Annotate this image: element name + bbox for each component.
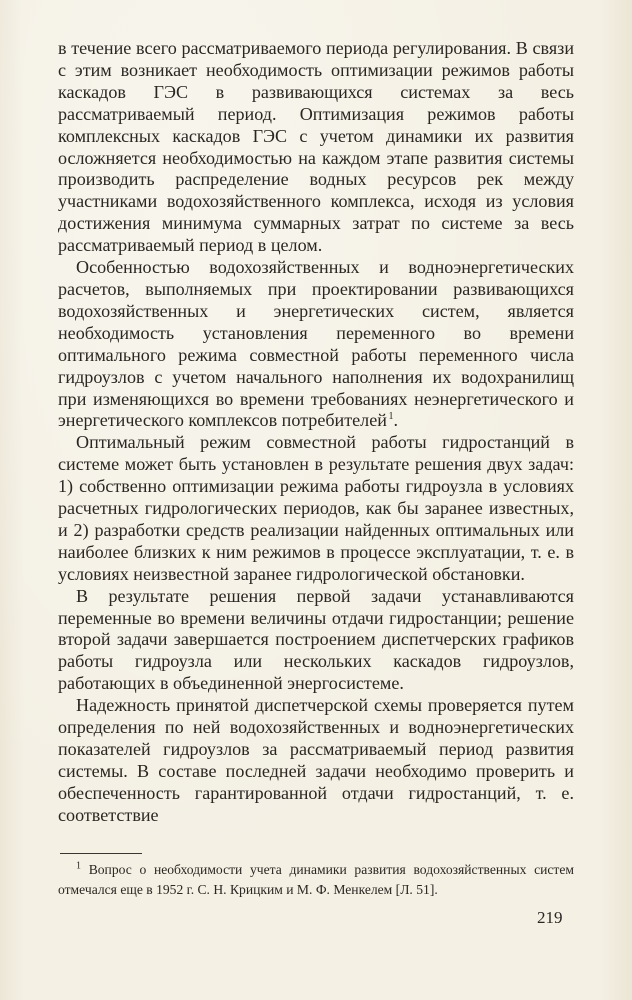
footnote-marker: 1 [76,860,81,872]
page-number: 219 [537,908,563,927]
paragraph-4: В результате решения первой задачи устанавливаются переменные во времени величины отдачи гидростанции; решение второй задачи завершается построением диспетчерских графиков работы гидроузла или нескольких каскадов гидроузлов, работающих в объединенной энергосистеме. [58,585,574,694]
paragraph-5: Надежность принятой диспетчерской схемы проверяется путем определения по ней водохозяйственных и водноэнергетических показателей гидроузлов за рассматриваемый период развития системы. В составе последней задачи необходимо проверить и обеспеченность гарантированной отдачи гидростанций, т. е. соответствие [58,695,574,825]
paragraph-3: Оптимальный режим совместной работы гидростанций в системе может быть установлен в результате решения двух задач: 1) собственно оптимизации режима работы гидроузла в условиях расчетных гидрологических периодов, как бы заранее известных, и 2) разработки средств реализации найденных оптимальных или наиболее близких к ним режимов в процессе эксплуатации, т. е. в условиях неизвестной заранее гидрологической обстановки. [58,432,574,584]
footnote-separator [60,853,142,854]
footnote [58,860,574,899]
paragraph-2-text: Особенностью водохозяйственных и водноэнергетических расчетов, выполняемых при проектировании развивающихся водохозяйственных и энергетических систем, является необходимость установления переменного во времени оптимального режима совместной работы переменного числа гидроузлов с учетом начального наполнения их водохранилищ при изменяющихся во времени требованиях неэнергетического и энергетического комплексов потребителей [58,257,574,431]
main-text [58,38,574,827]
footnote-reference: 1 [388,411,394,423]
footnote-paragraph [58,860,574,899]
paragraph-1: в течение всего рассматриваемого периода регулирования. В связи с этим возникает необходимость оптимизации режимов работы каскадов ГЭС в развивающихся системах за весь рассматриваемый период. Оптимизация режимов работы комплексных каскадов ГЭС с учетом динамики их развития осложняется необходимостью на каждом этапе развития системы производить распределение водных ресурсов рек между участниками водохозяйственного комплекса, исходя из условия достижения минимума суммарных затрат по системе за весь рассматриваемый период в целом. [58,38,574,256]
footnote-text: Вопрос о необходимости учета динамики развития водохозяйственных систем отмечался еще в 1952 г. С. Н. Крицким и М. Ф. Менкелем [Л. 51]. [58,862,574,897]
paragraph-2: Особенностью водохозяйственных и водноэнергетических расчетов, выполняемых при проектировании развивающихся водохозяйственных и энергетических систем, является необходимость установления переменного во времени оптимального режима совместной работы переменного числа гидроузлов с учетом начального наполнения их водохранилищ при изменяющихся во времени требованиях неэнергетического и энергетического комплексов потребителей $^1$. [58,257,574,431]
